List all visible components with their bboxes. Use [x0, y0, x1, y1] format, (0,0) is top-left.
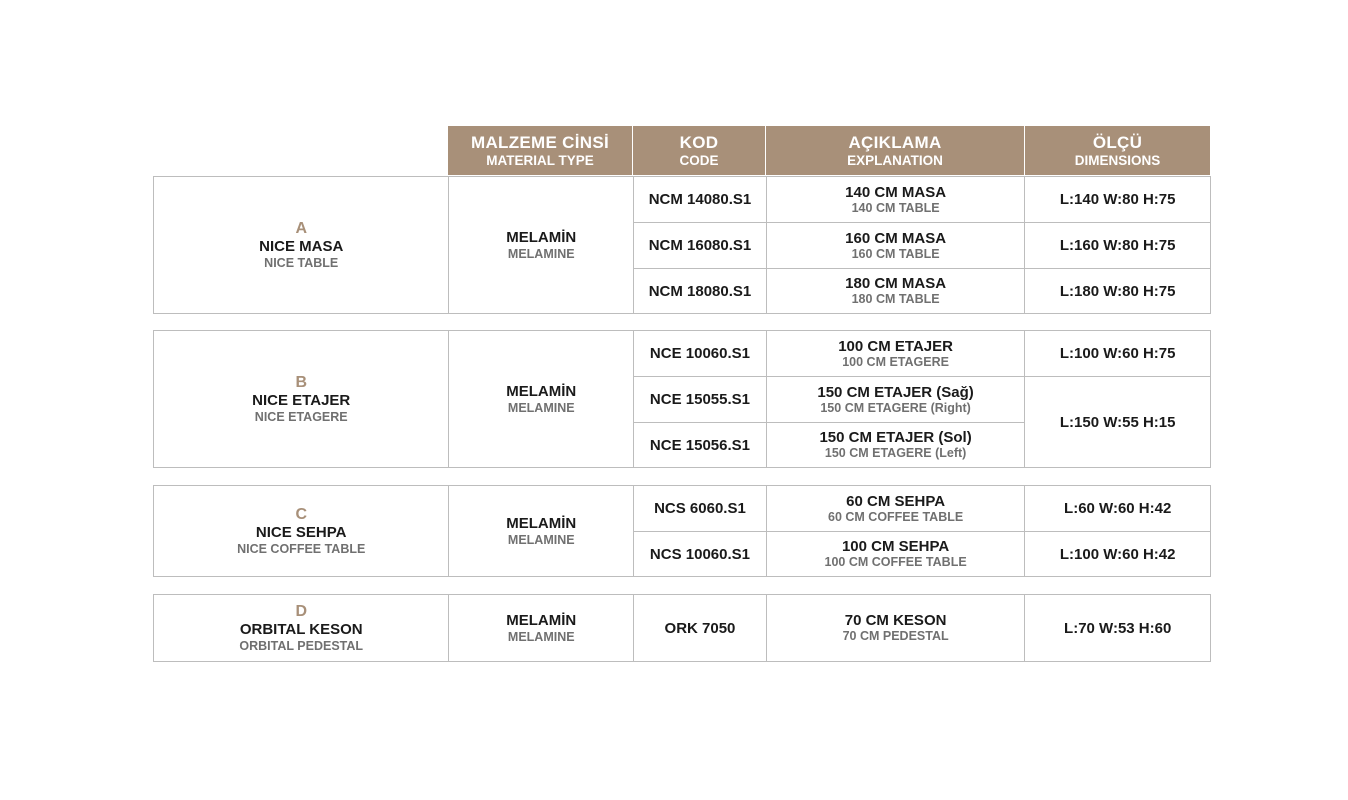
explanation-column — [767, 177, 1026, 313]
dimension-cell — [1025, 532, 1210, 576]
explanation-cell — [767, 269, 1025, 313]
dimension-cell — [1025, 269, 1210, 313]
header-dimensions-tr: ÖLÇÜ — [1092, 132, 1143, 152]
explanation-cell — [767, 532, 1025, 576]
header-code-en: CODE — [679, 152, 719, 168]
material-en: MELAMINE — [507, 400, 575, 415]
material-tr: MELAMİN — [506, 228, 577, 246]
explanation-tr: 100 CM SEHPA — [841, 538, 950, 555]
explanation-en: 140 CM TABLE — [851, 200, 940, 215]
code-column — [634, 486, 767, 576]
material-tr: MELAMİN — [506, 514, 577, 532]
product-name-cell — [154, 177, 449, 313]
explanation-en: 160 CM TABLE — [851, 246, 940, 261]
product-name-cell — [154, 486, 449, 576]
product-code: NCM 16080.S1 — [648, 237, 752, 254]
product-name-en: NICE COFFEE TABLE — [237, 541, 366, 556]
table-row — [634, 177, 766, 223]
group-letter: D — [295, 602, 307, 620]
explanation-tr: 140 CM MASA — [845, 183, 947, 201]
product-code: NCM 18080.S1 — [648, 282, 752, 300]
dimensions-column — [1025, 486, 1210, 576]
product-name-en: ORBITAL PEDESTAL — [239, 638, 364, 653]
table-row — [634, 532, 766, 576]
product-code: NCM 14080.S1 — [648, 191, 752, 208]
material-cell — [449, 177, 634, 313]
dimension-value: L:140 W:80 H:75 — [1059, 191, 1176, 208]
header-dimensions — [1025, 126, 1210, 175]
explanation-en: 100 CM COFFEE TABLE — [824, 555, 967, 569]
explanation-cell — [767, 486, 1025, 532]
product-name-tr: NICE MASA — [259, 237, 344, 255]
explanation-column — [767, 331, 1026, 467]
table-row — [634, 377, 766, 423]
explanation-en: 150 CM ETAGERE (Left) — [824, 446, 967, 460]
product-code: NCE 10060.S1 — [649, 345, 750, 362]
product-group-d — [153, 594, 1211, 662]
explanation-cell — [767, 331, 1025, 377]
product-code: ORK 7050 — [664, 619, 736, 637]
explanation-tr: 100 CM ETAJER — [838, 337, 953, 355]
product-name-cell — [154, 331, 449, 467]
dimension-cell-merged — [1025, 377, 1210, 467]
product-name-tr: ORBITAL KESON — [239, 620, 363, 638]
product-name-en: NICE ETAGERE — [254, 409, 348, 424]
dimension-value: L:100 W:60 H:75 — [1059, 345, 1176, 362]
header-explanation — [766, 126, 1025, 175]
material-tr: MELAMİN — [506, 382, 577, 400]
product-code: NCS 6060.S1 — [654, 500, 746, 517]
header-code-tr: KOD — [679, 132, 719, 152]
explanation-cell — [767, 377, 1025, 423]
explanation-tr: 150 CM ETAJER (Sağ) — [817, 383, 974, 401]
material-en: MELAMINE — [507, 532, 575, 547]
group-letter: B — [295, 373, 307, 391]
dimensions-column — [1025, 331, 1210, 467]
product-code: NCE 15055.S1 — [649, 391, 750, 408]
header-code — [633, 126, 766, 175]
dimension-cell — [1025, 331, 1210, 377]
explanation-cell — [767, 223, 1025, 269]
dimensions-column — [1025, 177, 1210, 313]
product-name-tr: NICE ETAJER — [252, 391, 351, 409]
product-code: NCS 10060.S1 — [649, 545, 750, 563]
dimension-value: L:70 W:53 H:60 — [1064, 619, 1172, 637]
table-row — [634, 269, 766, 313]
explanation-en: 150 CM ETAGERE (Right) — [820, 400, 971, 415]
dimension-value: L:100 W:60 H:42 — [1059, 545, 1176, 563]
explanation-cell — [767, 423, 1025, 467]
explanation-tr: 180 CM MASA — [845, 275, 947, 292]
explanation-cell — [767, 177, 1025, 223]
header-material — [448, 126, 633, 175]
header-explanation-tr: AÇIKLAMA — [848, 132, 942, 152]
product-group-a — [153, 176, 1211, 314]
header-material-tr: MALZEME CİNSİ — [470, 132, 609, 152]
group-letter: A — [295, 219, 307, 237]
dimension-cell — [1025, 595, 1210, 661]
explanation-tr: 70 CM KESON — [844, 612, 947, 629]
material-cell — [449, 331, 634, 467]
header-material-en: MATERIAL TYPE — [486, 152, 594, 168]
material-tr: MELAMİN — [506, 611, 577, 629]
explanation-en: 100 CM ETAGERE — [842, 354, 949, 369]
explanation-column — [767, 486, 1026, 576]
product-name-en: NICE TABLE — [264, 255, 339, 270]
table-header — [448, 126, 1210, 175]
product-code: NCE 15056.S1 — [649, 436, 750, 454]
table-row — [634, 223, 766, 269]
dimension-cell — [1025, 486, 1210, 532]
code-column — [634, 331, 767, 467]
explanation-en: 180 CM TABLE — [851, 292, 940, 306]
header-explanation-en: EXPLANATION — [847, 152, 943, 168]
code-column — [634, 177, 767, 313]
dimension-cell — [1025, 177, 1210, 223]
product-name-tr: NICE SEHPA — [255, 523, 347, 541]
table-row — [634, 331, 766, 377]
product-group-c — [153, 485, 1211, 577]
product-name-cell — [154, 595, 449, 661]
material-cell — [449, 486, 634, 576]
dimension-value: L:150 W:55 H:15 — [1059, 413, 1176, 431]
header-dimensions-en: DIMENSIONS — [1074, 152, 1161, 168]
table-row — [634, 486, 766, 532]
material-cell — [449, 595, 634, 661]
explanation-en: 60 CM COFFEE TABLE — [828, 509, 964, 524]
group-letter: C — [295, 505, 307, 523]
explanation-tr: 150 CM ETAJER (Sol) — [819, 429, 972, 446]
material-en: MELAMINE — [507, 246, 575, 261]
dimension-value: L:180 W:80 H:75 — [1059, 282, 1176, 300]
dimension-cell — [1025, 223, 1210, 269]
explanation-tr: 60 CM SEHPA — [846, 492, 946, 510]
dimension-value: L:160 W:80 H:75 — [1059, 237, 1176, 254]
explanation-tr: 160 CM MASA — [845, 229, 947, 247]
explanation-en: 70 CM PEDESTAL — [842, 629, 949, 643]
table-row — [634, 595, 767, 661]
dimension-value: L:60 W:60 H:42 — [1064, 500, 1172, 517]
material-en: MELAMINE — [507, 629, 575, 644]
explanation-cell — [767, 595, 1026, 661]
table-row — [634, 423, 766, 467]
product-group-b — [153, 330, 1211, 468]
